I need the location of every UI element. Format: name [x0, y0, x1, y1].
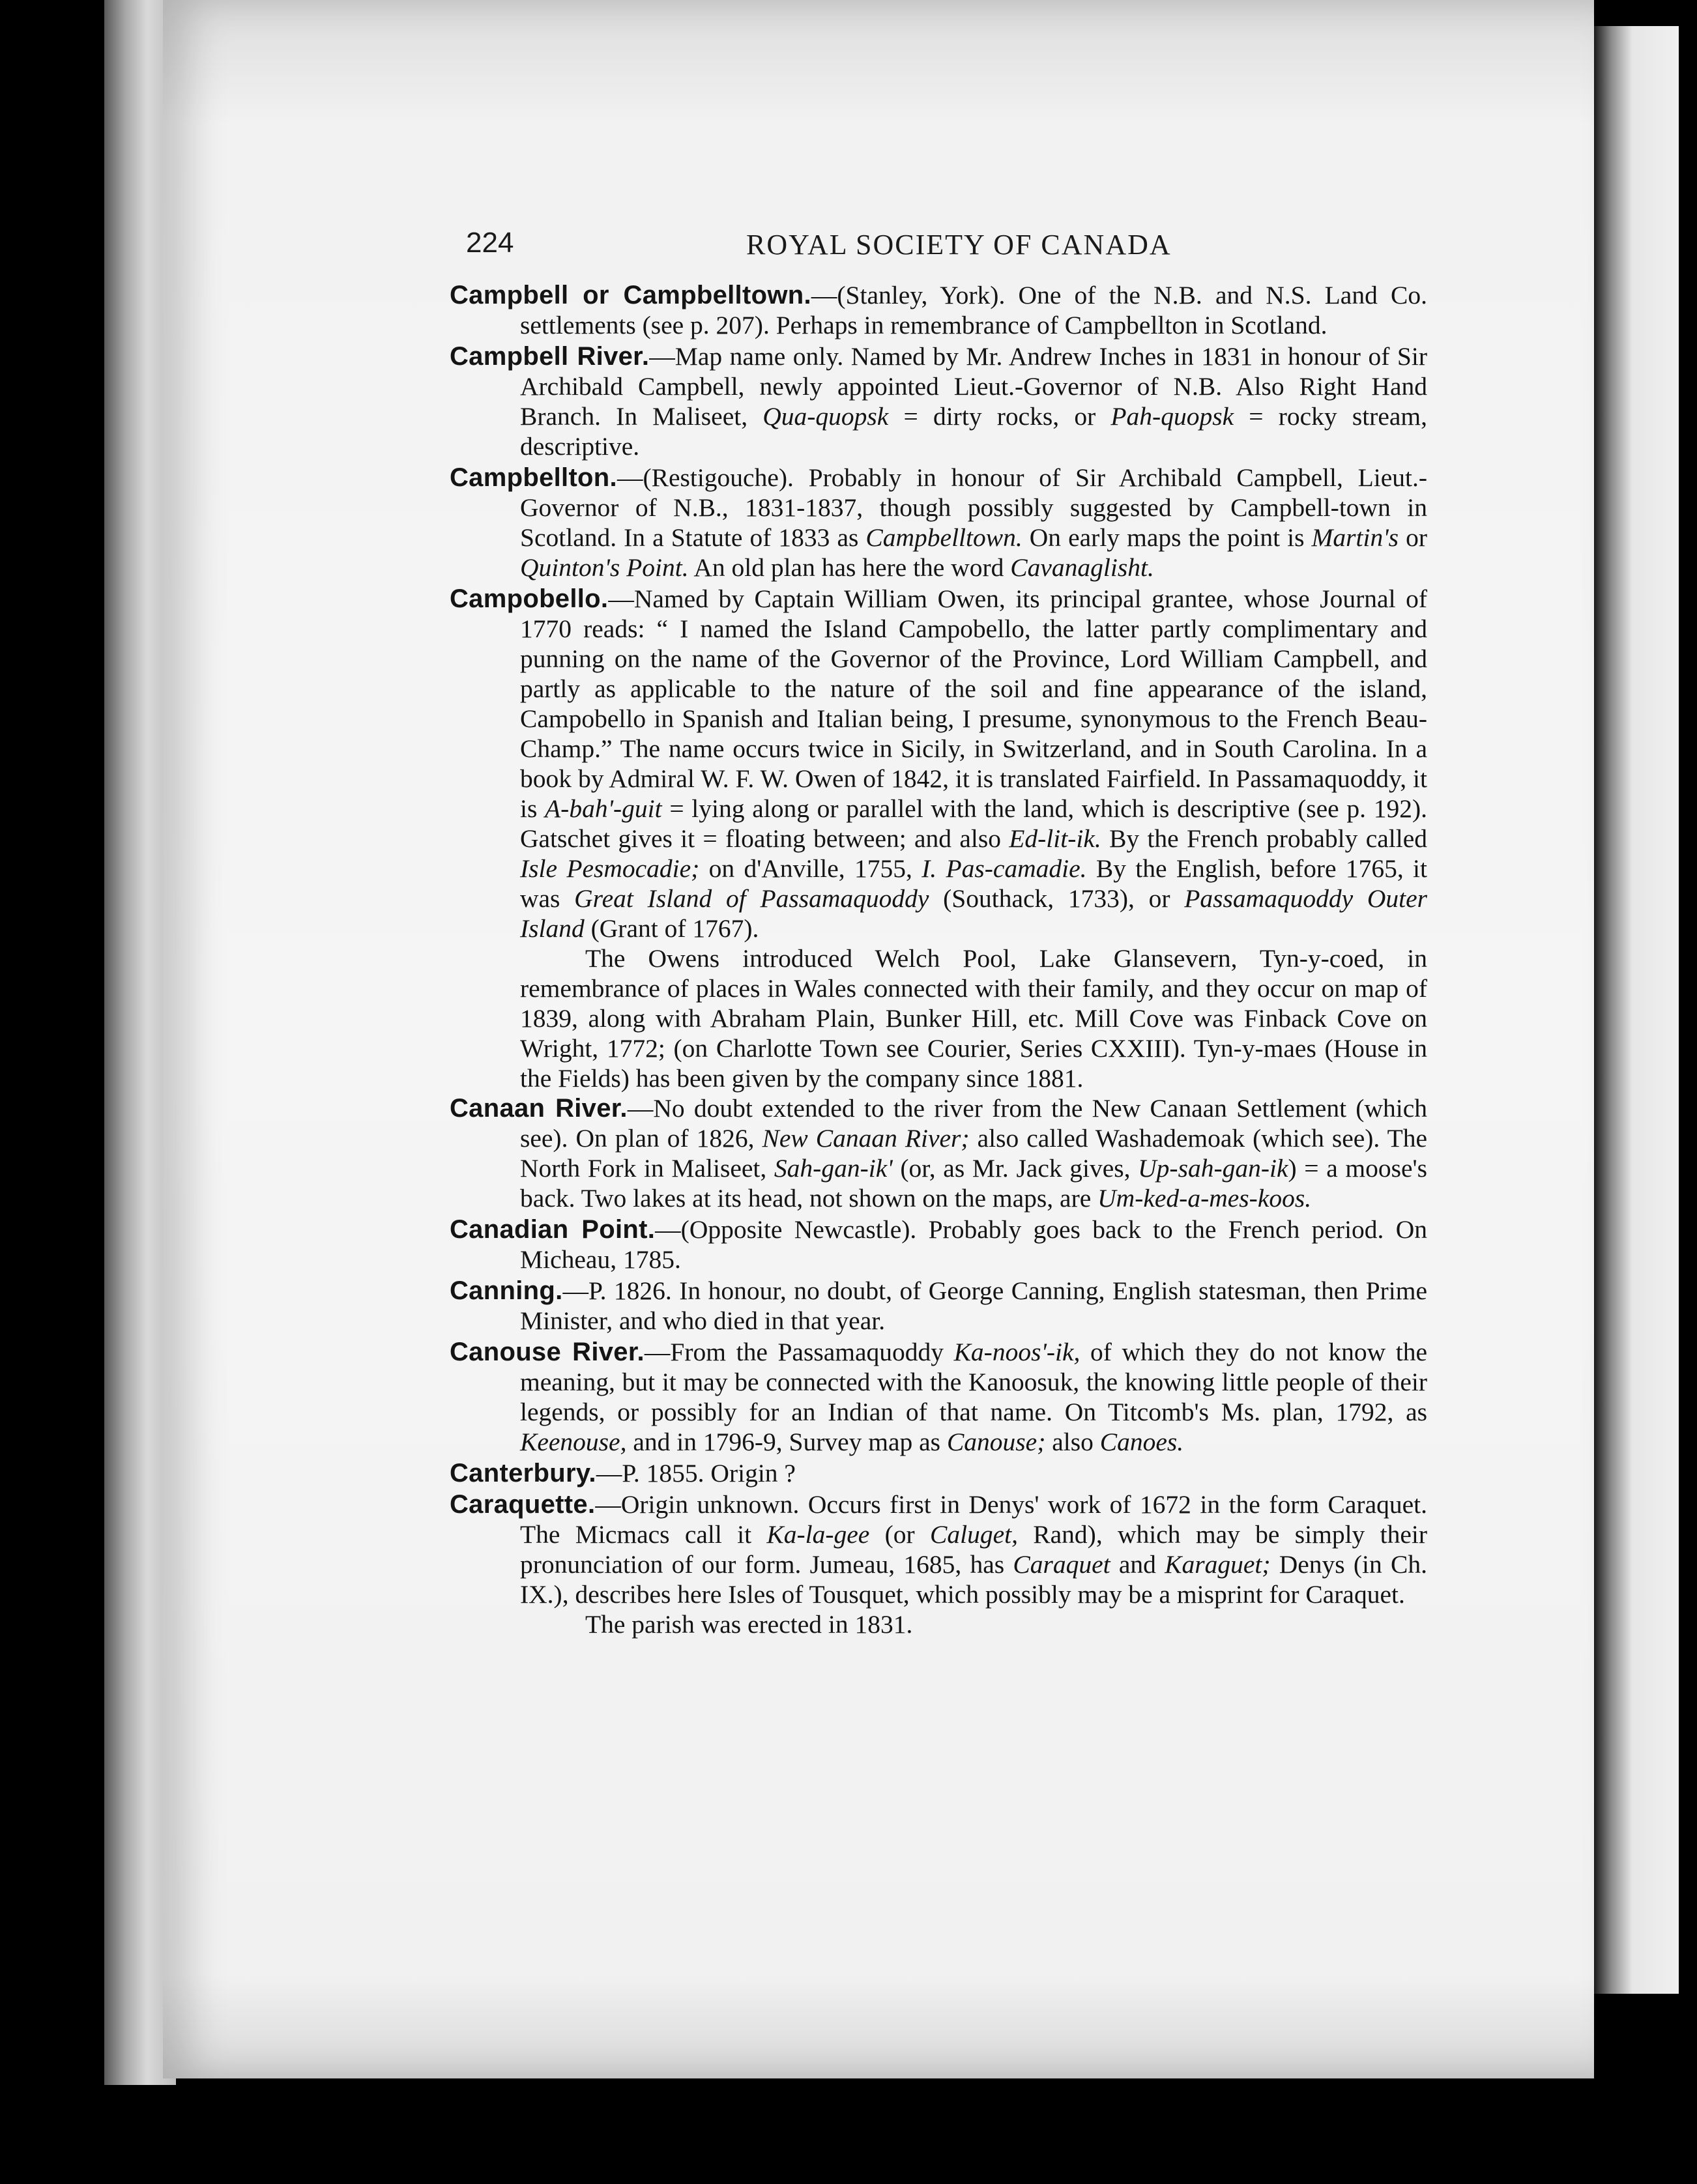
entry-text: By the English, before 1765, it was: [520, 854, 1427, 913]
facing-page-edge: [1594, 26, 1679, 1994]
entry-italic-term: Great Island of Passamaquoddy: [574, 884, 929, 913]
entry-italic-term: Pah-quopsk: [1110, 402, 1234, 431]
entry-text: —(Restigouche). Probably in honour of Sir Archibald Campbell, Lieut.-Governor of N.B., 1831-1837, though possibly suggested by Campbell-town in Scotland. In a Statute of 1833 as: [520, 463, 1427, 552]
gazetteer-entries: [450, 280, 1427, 1639]
entry: [450, 1093, 1427, 1213]
entry-italic-term: Martin's: [1311, 523, 1399, 552]
entry-headword: Campobello.: [450, 584, 609, 613]
entry-italic-term: Up-sah-gan-ik: [1138, 1154, 1288, 1183]
entry: [450, 1337, 1427, 1457]
entry-continuation-block: [450, 1609, 1427, 1639]
entry-text: and: [1110, 1550, 1165, 1579]
entry-italic-term: Keenouse,: [520, 1428, 627, 1456]
entry-italic-term: Caluget,: [930, 1520, 1018, 1549]
entry-text: or: [1399, 523, 1428, 552]
entry-text: = dirty rocks, or: [888, 402, 1111, 431]
entry-text: also called Washademoak (which see). The North Fork in Maliseet,: [520, 1124, 1427, 1183]
entry-headword: Campbellton.: [450, 463, 617, 492]
entry-text: —From the Passamaquoddy: [644, 1338, 954, 1366]
entry-continuation-block: [450, 943, 1427, 1093]
page-number: 224: [466, 227, 514, 259]
entry-italic-term: Canouse;: [946, 1428, 1046, 1456]
entry-text: By the French probably called: [1101, 824, 1427, 853]
entry-text: —(Stanley, York). One of the N.B. and N.S. Land Co. settlements (see p. 207). Perhaps in remembrance of Campbellton in Scotland.: [520, 281, 1427, 339]
entry-text: ) = a moose's back. Two lakes at its head, not shown on the maps, are: [520, 1154, 1427, 1213]
entry-text: —Origin unknown. Occurs first in Denys' work of 1672 in the form Caraquet. The Micmacs call it: [520, 1490, 1427, 1549]
entry-headword: Caraquette.: [450, 1490, 596, 1519]
entry-italic-term: A-bah'-guit: [545, 794, 662, 823]
entry-text: = lying along or parallel with the land, which is descriptive (see p. 192). Gatschet gives it = floating between; and also: [520, 794, 1427, 853]
entry-text: of which they do not know the meaning, but it may be connected with the Kanoosuk, the knowing little people of their legends, or possibly for an Indian of that name. On Titcomb's Ms. plan, 1792, as: [520, 1338, 1427, 1426]
entry-italic-term: Karaguet;: [1165, 1550, 1271, 1579]
entry-italic-term: Qua-quopsk: [762, 402, 889, 431]
entry-text: —Map name only. Named by Mr. Andrew Inches in 1831 in honour of Sir Archibald Campbell, newly appointed Lieut.-Governor of N.B. Also Right Hand Branch. In Maliseet,: [520, 342, 1427, 431]
entry-text: = rocky stream, descriptive.: [520, 402, 1427, 461]
entry-italic-term: Cavanaglisht.: [1010, 553, 1154, 582]
entry-text: (Grant of 1767).: [584, 914, 759, 943]
entry-headword: Canadian Point.: [450, 1215, 656, 1244]
entry: [450, 1489, 1427, 1609]
running-head: [466, 227, 1430, 272]
entry-italic-term: Ka-la-gee: [766, 1520, 870, 1549]
entry-headword: Canouse River.: [450, 1338, 645, 1366]
entry-text: also: [1045, 1428, 1100, 1456]
entry-italic-term: Um-ked-a-mes-koos.: [1097, 1184, 1312, 1213]
entry: [450, 280, 1427, 340]
entry-italic-term: Canoes.: [1099, 1428, 1184, 1456]
entry: [450, 463, 1427, 582]
entry: [450, 1458, 1427, 1488]
entry-headword: Canaan River.: [450, 1094, 628, 1123]
entry-text: (or: [869, 1520, 931, 1549]
entry-italic-term: Campbelltown.: [865, 523, 1023, 552]
entry-italic-term: I. Pas-camadie.: [921, 854, 1087, 883]
entry-text: An old plan has here the word: [688, 553, 1011, 582]
entry-text: on d'Anville, 1755,: [699, 854, 922, 883]
entry-italic-term: Quinton's Point.: [520, 553, 689, 582]
entry-continuation: The parish was erected in 1831.: [585, 1610, 913, 1639]
entry-italic-term: Passamaquoddy Outer Island: [520, 884, 1428, 943]
entry-text: —P. 1855. Origin ?: [596, 1459, 796, 1487]
entry: [450, 1214, 1427, 1274]
entry-text: —Named by Captain William Owen, its principal grantee, whose Journal of 1770 reads: “ I named the Island Campobello, the latter partly complimentary and punning on the name of the Governor of the Province, Lord William Campbell, and partly as applicable to the nature of the soil and fine appearance of the island, Campobello in Spanish and Italian being, I presume, synonymous to the French Beau-Champ.” The name occurs twice in Sicily, in Switzerland, and in South Carolina. In a book by Admiral W. F. W. Owen of 1842, it is translated Fairfield. In Passamaquoddy, it is: [520, 584, 1427, 823]
entry-text: Denys (in Ch. IX.), describes here Isles of Tousquet, which possibly may be a misprint for Caraquet.: [520, 1550, 1427, 1609]
entry-text: Rand), which may be simply their pronunciation of our form. Jumeau, 1685, has: [520, 1520, 1427, 1579]
entry-text: (Southack, 1733), or: [929, 884, 1185, 913]
entry-text: On early maps the point is: [1022, 523, 1312, 552]
entry: [450, 1276, 1427, 1336]
entry-text: —No doubt extended to the river from the New Canaan Settlement (which see). On plan of 1826,: [520, 1094, 1427, 1153]
entry-text: and in 1796-9, Survey map as: [626, 1428, 947, 1456]
entry: [450, 584, 1427, 943]
entry-headword: Campbell or Campbelltown.: [450, 281, 811, 309]
entry-headword: Campbell River.: [450, 342, 650, 371]
entry-italic-term: Isle Pesmocadie;: [520, 854, 700, 883]
entry-text: —(Opposite Newcastle). Probably goes back to the French period. On Micheau, 1785.: [520, 1215, 1427, 1274]
entry-italic-term: Ka-noos'-ik,: [953, 1338, 1081, 1366]
journal-title: ROYAL SOCIETY OF CANADA: [746, 229, 1172, 261]
entry-text: (or, as Mr. Jack gives,: [892, 1154, 1139, 1183]
entry-italic-term: New Canaan River;: [762, 1124, 970, 1153]
entry-italic-term: Ed-lit-ik.: [1009, 824, 1101, 853]
entry-italic-term: Caraquet: [1013, 1550, 1110, 1579]
entry-headword: Canning.: [450, 1276, 563, 1305]
entry-headword: Canterbury.: [450, 1459, 596, 1487]
entry-text: —P. 1826. In honour, no doubt, of George Canning, English statesman, then Prime Minister, and who died in that year.: [520, 1276, 1427, 1335]
entry-continuation: The Owens introduced Welch Pool, Lake Glansevern, Tyn-y-coed, in remembrance of places in Wales connected with their family, and they occur on map of 1839, along with Abraham Plain, Bunker Hill, etc. Mill Cove was Finback Cove on Wright, 1772; (on Charlotte Town see Courier, Series CXXIII). Tyn-y-maes (House in the Fields) has been given by the company since 1881.: [520, 944, 1427, 1093]
entry-italic-term: Sah-gan-ik': [774, 1154, 893, 1183]
entry: [450, 341, 1427, 461]
